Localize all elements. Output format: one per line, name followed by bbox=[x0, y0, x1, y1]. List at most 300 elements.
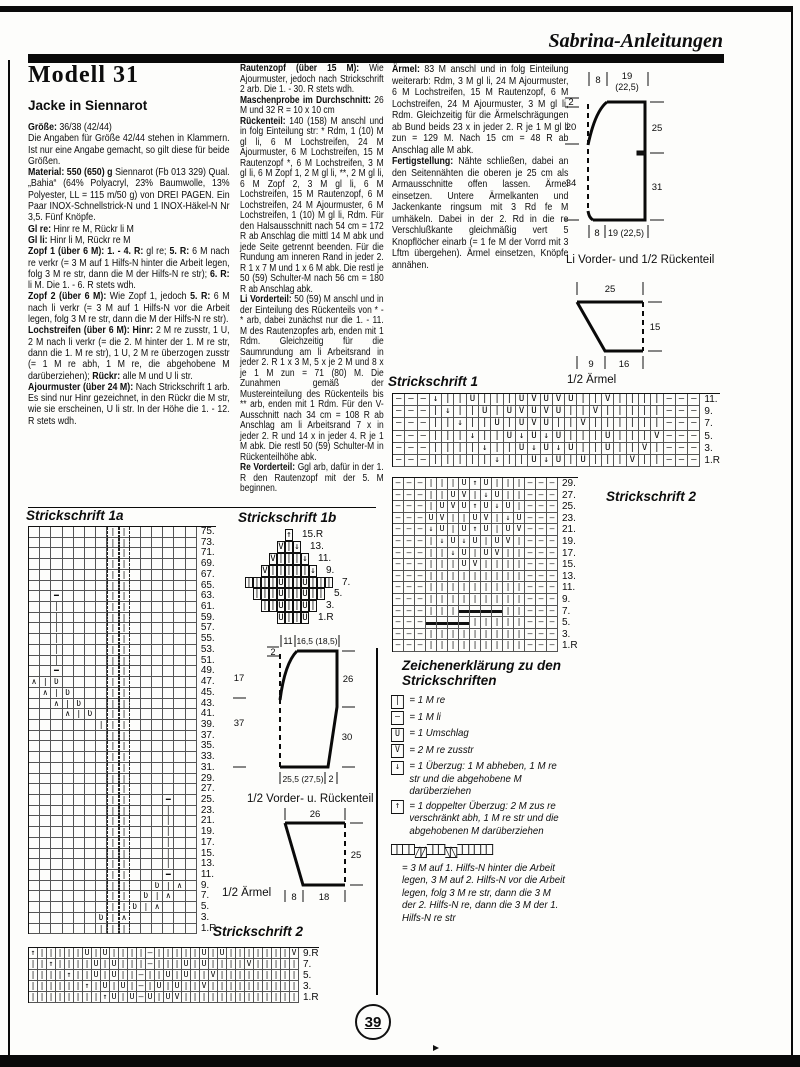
chart-row bbox=[29, 763, 216, 774]
chart-cell bbox=[96, 838, 107, 849]
chart-cell bbox=[85, 602, 96, 613]
chart-cell: | bbox=[614, 455, 626, 467]
chart-cell: | bbox=[426, 478, 437, 490]
chart-row bbox=[245, 588, 343, 600]
chart-cell: | bbox=[491, 406, 503, 418]
chart-cell: │ bbox=[51, 602, 62, 613]
chart-cell bbox=[74, 731, 85, 742]
chart-cell: | bbox=[281, 970, 290, 981]
chart-cell: – bbox=[393, 490, 404, 502]
chart-cell bbox=[40, 859, 51, 870]
svg-text:11: 11 bbox=[283, 636, 293, 646]
chart-cell: – bbox=[393, 571, 404, 583]
chart-cell: U bbox=[128, 992, 137, 1003]
chart-cell: – bbox=[404, 536, 415, 548]
chart-cell bbox=[63, 849, 74, 860]
chart-cell: | bbox=[74, 959, 83, 970]
chart-cell: ↓ bbox=[442, 406, 454, 418]
chart-cell: | bbox=[107, 816, 118, 827]
chart-cell bbox=[277, 529, 285, 541]
knitting-chart-strickschrift-2-bottom bbox=[28, 947, 319, 1003]
chart-row-label: 29. bbox=[562, 478, 576, 489]
chart-cell: | bbox=[107, 645, 118, 656]
chart-cell: | bbox=[191, 981, 200, 992]
chart-cell: U bbox=[481, 548, 492, 560]
chart-cell bbox=[141, 720, 152, 731]
chart-cell: | bbox=[272, 981, 281, 992]
bold-lead: Zopf 1 (über 6 M): 1. - 4. R: bbox=[28, 245, 147, 258]
chart-cell bbox=[492, 606, 503, 618]
chart-cell: – bbox=[547, 559, 558, 571]
chart-row bbox=[29, 774, 216, 785]
chart-cell: | bbox=[107, 870, 118, 881]
chart-cell bbox=[163, 709, 174, 720]
chart-row-label: 9. bbox=[200, 879, 210, 891]
chart-row-label: 75. bbox=[200, 526, 215, 537]
chart-cell: – bbox=[536, 513, 547, 525]
chart-cell: U bbox=[200, 959, 209, 970]
chart-cell: | bbox=[119, 992, 128, 1003]
chart-cell: | bbox=[504, 455, 516, 467]
chart-cell bbox=[40, 806, 51, 817]
chart-cell bbox=[163, 924, 174, 935]
chart-cell: ↓ bbox=[467, 431, 479, 443]
chart-cell bbox=[174, 634, 185, 645]
chart-cell bbox=[96, 613, 107, 624]
legend-item-text: = 1 doppelter Überzug: 2 M zus re verschränkt abh, 1 M re str und die abgehobenen M darüberziehen bbox=[409, 799, 559, 837]
chart-cell: | bbox=[492, 513, 503, 525]
chart-cell: | bbox=[47, 992, 56, 1003]
chart-row bbox=[393, 406, 720, 418]
knitting-chart-strickschrift-1a bbox=[28, 526, 216, 934]
chart-cell: | bbox=[442, 443, 454, 455]
chart-cell: – bbox=[393, 594, 404, 606]
chart-cell bbox=[96, 559, 107, 570]
chart-cell bbox=[96, 774, 107, 785]
chart-cell bbox=[63, 623, 74, 634]
chart-cell: – bbox=[525, 582, 536, 594]
chart-cell bbox=[186, 623, 197, 634]
chart-cell bbox=[152, 924, 163, 935]
chart-cell bbox=[163, 741, 174, 752]
chart-cell: | bbox=[209, 981, 218, 992]
chart-cell: | bbox=[590, 418, 602, 430]
chart-cell bbox=[85, 849, 96, 860]
chart-cell bbox=[253, 541, 261, 553]
chart-cell bbox=[85, 731, 96, 742]
chart-cell: | bbox=[119, 795, 130, 806]
chart-cell bbox=[40, 827, 51, 838]
chart-cell bbox=[130, 634, 141, 645]
paragraph bbox=[28, 167, 230, 223]
chart-cell: ↓ bbox=[528, 443, 540, 455]
chart-cell bbox=[174, 891, 185, 902]
chart-cell: | bbox=[83, 970, 92, 981]
chart-cell bbox=[130, 720, 141, 731]
chart-row-label: 61. bbox=[200, 601, 215, 613]
chart-cell: | bbox=[492, 594, 503, 606]
chart-cell: – bbox=[415, 640, 426, 652]
chart-cell bbox=[51, 924, 62, 935]
chart-cell bbox=[29, 613, 40, 624]
chart-cell: ↓ bbox=[491, 455, 503, 467]
chart-row-label: 27. bbox=[562, 489, 576, 501]
chart-cell: | bbox=[437, 571, 448, 583]
bold-lead: Größe: bbox=[28, 121, 60, 133]
chart-cell: | bbox=[492, 617, 503, 629]
chart-cell bbox=[63, 548, 74, 559]
chart-cell bbox=[85, 720, 96, 731]
chart-cell: | bbox=[246, 577, 252, 588]
chart-cell: – bbox=[525, 617, 536, 629]
chart-cell bbox=[74, 774, 85, 785]
chart-cell: ↓ bbox=[541, 455, 553, 467]
chart-cell bbox=[63, 591, 74, 602]
chart-cell bbox=[253, 565, 261, 577]
svg-text:2: 2 bbox=[270, 647, 276, 657]
chart-cell: – bbox=[393, 513, 404, 525]
chart-cell: – bbox=[547, 606, 558, 618]
chart-cell bbox=[51, 784, 62, 795]
chart-cell: | bbox=[514, 548, 525, 560]
svg-text:9: 9 bbox=[588, 359, 594, 370]
chart-cell bbox=[74, 602, 85, 613]
chart-cell: | bbox=[448, 524, 459, 536]
chart-row-label: 71. bbox=[200, 547, 215, 559]
chart-cell: | bbox=[426, 606, 437, 618]
chart-cell bbox=[130, 816, 141, 827]
chart-cell: U bbox=[459, 501, 470, 513]
chart-cell: | bbox=[514, 478, 525, 490]
chart-cell: ↑ bbox=[286, 530, 292, 540]
chart-cell bbox=[186, 666, 197, 677]
chart-cell bbox=[186, 602, 197, 613]
chart-cell: | bbox=[481, 629, 492, 641]
chart-cell: | bbox=[430, 418, 442, 430]
chart-cell: | bbox=[119, 806, 130, 817]
chart-cell: | bbox=[437, 478, 448, 490]
chart-cell bbox=[481, 606, 492, 618]
chart-cell: | bbox=[491, 431, 503, 443]
chart-cell: ↓ bbox=[459, 536, 470, 548]
legend-item bbox=[391, 711, 566, 726]
chart-cell bbox=[96, 581, 107, 592]
chart-cell: | bbox=[602, 406, 614, 418]
chart-cell bbox=[40, 581, 51, 592]
chart-cell: | bbox=[38, 959, 47, 970]
chart-cell: | bbox=[173, 948, 182, 959]
chart-cell: – bbox=[137, 981, 146, 992]
chart-row-label: 27. bbox=[200, 783, 215, 795]
chart-cell: U bbox=[504, 406, 516, 418]
chart-cell: – bbox=[536, 571, 547, 583]
chart-cell: | bbox=[651, 394, 663, 406]
chart-row-label: 1.R bbox=[562, 640, 578, 652]
chart-cell: | bbox=[200, 992, 209, 1003]
chart-cell: | bbox=[65, 948, 74, 959]
chart-cell bbox=[437, 617, 448, 629]
chart-cell bbox=[40, 591, 51, 602]
right-border bbox=[791, 6, 793, 1056]
chart-cell: | bbox=[430, 443, 442, 455]
chart-cell: U bbox=[110, 992, 119, 1003]
chart-cell: | bbox=[627, 418, 639, 430]
chart-cell: – bbox=[547, 594, 558, 606]
chart-cell bbox=[96, 902, 107, 913]
chart-cell bbox=[74, 784, 85, 795]
chart-cell bbox=[174, 913, 185, 924]
chart-cell: │ bbox=[163, 816, 174, 827]
chart-cell: – bbox=[547, 501, 558, 513]
chart-cell: | bbox=[281, 959, 290, 970]
chart-cell bbox=[51, 838, 62, 849]
chart-cell bbox=[174, 806, 185, 817]
chart-cell: ∧ bbox=[63, 709, 74, 720]
chart-cell: – bbox=[664, 431, 676, 443]
chart-cell bbox=[51, 774, 62, 785]
chart-cell: – bbox=[404, 478, 415, 490]
chart-cell: – bbox=[415, 536, 426, 548]
chart-cell: | bbox=[627, 443, 639, 455]
chart-cell: | bbox=[448, 640, 459, 652]
chart-cell bbox=[74, 677, 85, 688]
chart-cell bbox=[40, 559, 51, 570]
chart-cell: – bbox=[536, 524, 547, 536]
chart-cell bbox=[163, 688, 174, 699]
chart-cell: | bbox=[491, 394, 503, 406]
chart-cell: – bbox=[525, 640, 536, 652]
chart-cell bbox=[293, 529, 301, 541]
chart-cell: | bbox=[110, 948, 119, 959]
chart-cell: | bbox=[639, 431, 651, 443]
chart-cell bbox=[130, 602, 141, 613]
chart-cell bbox=[186, 709, 197, 720]
chart-cell: U bbox=[182, 970, 191, 981]
chart-cell: | bbox=[503, 629, 514, 641]
chart-cell: | bbox=[119, 881, 130, 892]
chart-cell: U bbox=[164, 992, 173, 1003]
chart-row bbox=[29, 838, 216, 849]
chart-cell: | bbox=[245, 970, 254, 981]
chart-cell: – bbox=[547, 536, 558, 548]
chart-cell bbox=[40, 891, 51, 902]
chart-cell bbox=[141, 849, 152, 860]
chart-cell bbox=[152, 559, 163, 570]
chart-cell: | bbox=[119, 527, 130, 538]
chart-cell: U bbox=[541, 418, 553, 430]
chart-cell: U bbox=[528, 431, 540, 443]
chart-cell bbox=[141, 527, 152, 538]
chart-cell bbox=[186, 870, 197, 881]
chart-cell bbox=[141, 741, 152, 752]
chart-cell: – bbox=[415, 571, 426, 583]
chart-cell bbox=[152, 806, 163, 817]
chart-cell: | bbox=[503, 490, 514, 502]
chart-cell: | bbox=[614, 443, 626, 455]
chart-row-label: 49. bbox=[200, 665, 215, 677]
chart-cell bbox=[96, 806, 107, 817]
chart-cell bbox=[40, 720, 51, 731]
chart-cell: | bbox=[227, 992, 236, 1003]
legend-item-text: = 2 M re zusstr bbox=[409, 743, 474, 756]
chart-cell bbox=[152, 731, 163, 742]
chart-cell bbox=[63, 774, 74, 785]
chart-cell: | bbox=[481, 571, 492, 583]
chart-cell: | bbox=[218, 959, 227, 970]
chart-cell: U bbox=[302, 589, 308, 600]
chart-cell bbox=[186, 924, 197, 935]
chart-cell bbox=[63, 784, 74, 795]
chart-cell: | bbox=[454, 455, 466, 467]
chart-row-label: 9. bbox=[326, 564, 335, 576]
chart-cell bbox=[174, 581, 185, 592]
chart-row bbox=[29, 859, 216, 870]
chart-cell bbox=[130, 548, 141, 559]
chart-cell bbox=[245, 553, 253, 565]
chart-cell: ↑ bbox=[470, 478, 481, 490]
chart-cell bbox=[174, 613, 185, 624]
chart-cell: – bbox=[393, 455, 405, 467]
chart-cell: | bbox=[290, 992, 299, 1003]
chart-cell bbox=[309, 612, 317, 624]
chart-cell bbox=[40, 881, 51, 892]
chart-cell: ↑ bbox=[65, 970, 74, 981]
chart-cell: | bbox=[209, 948, 218, 959]
chart-cell bbox=[130, 924, 141, 935]
chart-row-label: 43. bbox=[200, 697, 215, 709]
chart-cell: ↑ bbox=[47, 959, 56, 970]
chart-cell: – bbox=[418, 431, 430, 443]
chart-cell: | bbox=[627, 394, 639, 406]
chart-cell bbox=[186, 806, 197, 817]
chart-cell: | bbox=[437, 606, 448, 618]
chart-cell: | bbox=[254, 577, 260, 588]
legend-items bbox=[391, 694, 566, 838]
chart-cell: | bbox=[152, 891, 163, 902]
body-text: 83 M anschl und in folg Einteilung weiterarb: Rdm, 3 M gl li, 24 M Ajourmuster, 6 M Lochstreifen, 15 M Rautenzopf, 6 M Lochstreifen, 24 M Ajourmuster, 3 M gl li, Rdm. Gleichzeitig für die Ärmelschrägungen ab Bund beids 23 x in jeder 2. R je 1 M gl li zun = 129 M. Nach 15 cm = 48 R ab Anschlag alle M abk. bbox=[392, 63, 569, 156]
cable-symbol-cell bbox=[487, 844, 493, 855]
chart-cell: V bbox=[209, 970, 218, 981]
chart-row-label: 25. bbox=[200, 793, 215, 805]
chart-cell: U bbox=[528, 406, 540, 418]
chart-cell: | bbox=[262, 601, 268, 612]
chart-cell: | bbox=[503, 640, 514, 652]
chart-cell bbox=[174, 709, 185, 720]
chart-cell: – bbox=[525, 559, 536, 571]
chart-cell bbox=[85, 816, 96, 827]
chart-row bbox=[393, 640, 578, 652]
chart-cell: | bbox=[503, 571, 514, 583]
chart-cell bbox=[186, 677, 197, 688]
chart-cell: | bbox=[294, 601, 300, 612]
chart-cell bbox=[152, 784, 163, 795]
chart-cell bbox=[253, 553, 261, 565]
chart-cell bbox=[29, 666, 40, 677]
chart-cell bbox=[152, 913, 163, 924]
chart-row bbox=[29, 570, 216, 581]
chart-cell: U bbox=[491, 418, 503, 430]
chart-cell: – bbox=[404, 594, 415, 606]
chart-cell bbox=[63, 613, 74, 624]
chart-cell bbox=[186, 913, 197, 924]
chart-cell: V bbox=[481, 513, 492, 525]
chart-cell: | bbox=[448, 559, 459, 571]
legend-symbol-I: | bbox=[391, 695, 404, 709]
chart-cell bbox=[51, 891, 62, 902]
chart-cell bbox=[51, 902, 62, 913]
chart-cell: – bbox=[688, 418, 700, 430]
chart-cell: | bbox=[294, 577, 300, 588]
chart-cell bbox=[85, 677, 96, 688]
chart-cell bbox=[85, 538, 96, 549]
chart-row-label: 15.R bbox=[302, 529, 324, 540]
chart-cell bbox=[85, 806, 96, 817]
chart-cell bbox=[186, 795, 197, 806]
chart-cell bbox=[317, 600, 325, 612]
chart-cell bbox=[96, 634, 107, 645]
chart-cell: | bbox=[29, 959, 38, 970]
chart-cell: | bbox=[426, 582, 437, 594]
chart-cell: U bbox=[492, 536, 503, 548]
chart-cell bbox=[186, 699, 197, 710]
page-subtitle: Jacke in Siennarot bbox=[28, 98, 148, 113]
chart-cell bbox=[85, 699, 96, 710]
chart-cell: – bbox=[146, 948, 155, 959]
chart-cell: | bbox=[74, 709, 85, 720]
chart-row-label: 35. bbox=[200, 740, 215, 752]
chart-cell: | bbox=[467, 406, 479, 418]
chart-cell: | bbox=[470, 571, 481, 583]
chart-cell bbox=[186, 838, 197, 849]
chart-cell: | bbox=[290, 959, 299, 970]
chart-cell bbox=[141, 602, 152, 613]
chart-cell bbox=[325, 541, 333, 553]
chart-cell: │ bbox=[163, 827, 174, 838]
chart-cell: | bbox=[65, 992, 74, 1003]
chart-cell: – bbox=[525, 478, 536, 490]
chart-row bbox=[393, 559, 578, 571]
chart-cell bbox=[301, 541, 309, 553]
chart-cell bbox=[269, 541, 277, 553]
chart-cell: – bbox=[415, 548, 426, 560]
chart-cell: | bbox=[310, 589, 316, 600]
chart-cell: | bbox=[107, 827, 118, 838]
chart-cell: ↓ bbox=[481, 490, 492, 502]
chart-cell bbox=[40, 924, 51, 935]
chart-cell bbox=[51, 538, 62, 549]
chart-cell: | bbox=[107, 699, 118, 710]
bold-lead: Li Vorderteil: bbox=[240, 294, 295, 305]
chart-cell: | bbox=[590, 443, 602, 455]
chart-cell: | bbox=[262, 589, 268, 600]
chart-cell: – bbox=[547, 571, 558, 583]
chart-cell: | bbox=[437, 490, 448, 502]
chart-cell: – bbox=[525, 548, 536, 560]
chart-cell: | bbox=[236, 959, 245, 970]
chart-cell: ∧ bbox=[119, 913, 130, 924]
chart-cell: | bbox=[426, 571, 437, 583]
chart-cell: – bbox=[393, 443, 405, 455]
chart-cell: | bbox=[263, 970, 272, 981]
chart-row-label: 11. bbox=[318, 552, 332, 564]
chart-cell: V bbox=[470, 559, 481, 571]
chart-cell: | bbox=[426, 548, 437, 560]
chart-cell: U bbox=[146, 992, 155, 1003]
chart-cell: – bbox=[405, 443, 417, 455]
chart-cell: – bbox=[404, 617, 415, 629]
chart-cell: – bbox=[536, 548, 547, 560]
chart-cell: | bbox=[163, 881, 174, 892]
